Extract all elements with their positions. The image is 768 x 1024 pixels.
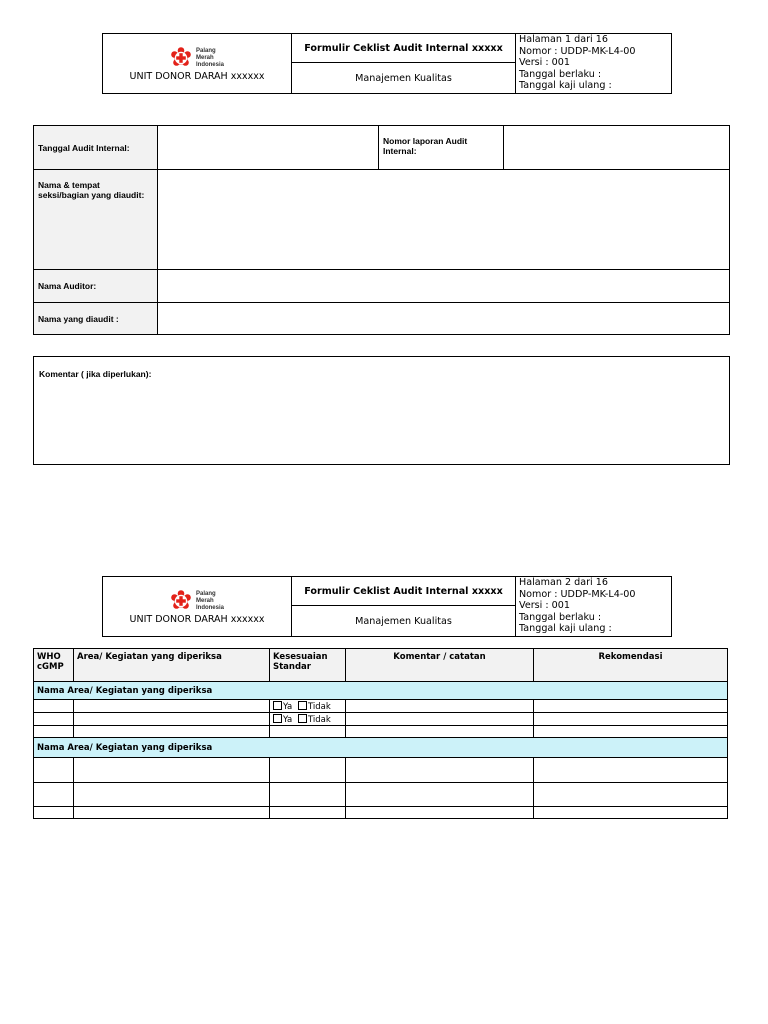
- cell-komentar[interactable]: [346, 726, 534, 738]
- yes-label: Ya: [283, 714, 293, 725]
- no-checkbox[interactable]: [298, 701, 307, 710]
- doc-number: Nomor : UDDP-MK-L4-00: [519, 45, 636, 57]
- audit-info-table: [33, 125, 730, 335]
- cell-komentar[interactable]: [346, 807, 534, 819]
- cell-rekomendasi[interactable]: [534, 783, 728, 807]
- no-label: Tidak: [307, 714, 331, 725]
- col-rekomendasi: Rekomendasi: [534, 649, 728, 682]
- checklist-table: [33, 648, 728, 819]
- org-cell: [103, 577, 292, 637]
- section-label: Nama & tempat seksi/bagian yang diaudit:: [34, 170, 158, 270]
- auditee-label: Nama yang diaudit :: [34, 303, 158, 335]
- document-header-page-1: [102, 33, 672, 94]
- yes-label: Ya: [283, 701, 293, 712]
- doc-number: Nomor : UDDP-MK-L4-00: [519, 588, 636, 600]
- effective-date: Tanggal berlaku :: [519, 611, 602, 623]
- table-row: [34, 807, 728, 819]
- cell-area[interactable]: [74, 713, 270, 726]
- auditor-label: Nama Auditor:: [34, 270, 158, 303]
- cell-who[interactable]: [34, 758, 74, 783]
- cell-kesesuaian[interactable]: [270, 758, 346, 783]
- cell-rekomendasi[interactable]: [534, 700, 728, 713]
- col-komentar: Komentar / catatan: [346, 649, 534, 682]
- cell-who[interactable]: [34, 807, 74, 819]
- cell-who[interactable]: [34, 700, 74, 713]
- auditee-field[interactable]: [158, 303, 730, 335]
- table-row: [34, 726, 728, 738]
- page-number: Halaman 2 dari 16: [519, 577, 608, 588]
- table-row: [34, 783, 728, 807]
- form-title: Formulir Ceklist Audit Internal xxxxx: [292, 34, 516, 63]
- compliance-choice: [270, 700, 346, 713]
- audit-date-field[interactable]: [158, 126, 379, 170]
- document-meta: [516, 34, 672, 94]
- col-kesesuaian: Kesesuaian Standar: [270, 649, 346, 682]
- cell-komentar[interactable]: [346, 758, 534, 783]
- comment-label: Komentar ( jika diperlukan):: [39, 369, 152, 379]
- cell-rekomendasi[interactable]: [534, 726, 728, 738]
- cell-komentar[interactable]: [346, 713, 534, 726]
- no-label: Tidak: [307, 701, 331, 712]
- doc-version: Versi : 001: [519, 57, 570, 69]
- cell-who[interactable]: [34, 726, 74, 738]
- red-cross-icon: [170, 47, 192, 69]
- section-field[interactable]: [158, 170, 730, 270]
- cell-who[interactable]: [34, 713, 74, 726]
- cell-area[interactable]: [74, 807, 270, 819]
- cell-area[interactable]: [74, 783, 270, 807]
- auditor-field[interactable]: [158, 270, 730, 303]
- form-subtitle: Manajemen Kualitas: [292, 63, 516, 94]
- logo-text: Palang Merah Indonesia: [195, 590, 224, 611]
- cell-kesesuaian[interactable]: [270, 807, 346, 819]
- page-number: Halaman 1 dari 16: [519, 34, 608, 45]
- area-label: Nama Area/ Kegiatan yang diperiksa: [34, 738, 728, 758]
- cell-area[interactable]: [74, 726, 270, 738]
- form-subtitle: Manajemen Kualitas: [292, 606, 516, 637]
- cell-komentar[interactable]: [346, 700, 534, 713]
- unit-name: UNIT DONOR DARAH xxxxxx: [129, 71, 265, 82]
- col-area: Area/ Kegiatan yang diperiksa: [74, 649, 270, 682]
- area-row: [34, 738, 728, 758]
- review-date: Tanggal kaji ulang :: [519, 80, 612, 92]
- org-cell: [103, 34, 292, 94]
- report-number-label: Nomor laporan Audit Internal:: [379, 126, 504, 170]
- form-title: Formulir Ceklist Audit Internal xxxxx: [292, 577, 516, 606]
- effective-date: Tanggal berlaku :: [519, 68, 602, 80]
- header-row: [34, 649, 728, 682]
- audit-date-label: Tanggal Audit Internal:: [34, 126, 158, 170]
- cell-area[interactable]: [74, 758, 270, 783]
- report-number-field[interactable]: [504, 126, 730, 170]
- yes-checkbox[interactable]: [273, 714, 282, 723]
- cell-rekomendasi[interactable]: [534, 807, 728, 819]
- doc-version: Versi : 001: [519, 600, 570, 612]
- cell-who[interactable]: [34, 783, 74, 807]
- compliance-choice: [270, 713, 346, 726]
- comment-box[interactable]: [33, 356, 730, 465]
- logo-text: Palang Merah Indonesia: [195, 47, 224, 68]
- cell-komentar[interactable]: [346, 783, 534, 807]
- document-meta: [516, 577, 672, 637]
- unit-name: UNIT DONOR DARAH xxxxxx: [129, 614, 265, 625]
- no-checkbox[interactable]: [298, 714, 307, 723]
- cell-kesesuaian[interactable]: [270, 783, 346, 807]
- cell-kesesuaian[interactable]: [270, 726, 346, 738]
- pmi-logo: [103, 590, 291, 612]
- table-row: [34, 758, 728, 783]
- cell-area[interactable]: [74, 700, 270, 713]
- cell-rekomendasi[interactable]: [534, 758, 728, 783]
- col-who-cgmp: WHO cGMP: [34, 649, 74, 682]
- table-row: [34, 700, 728, 713]
- review-date: Tanggal kaji ulang :: [519, 623, 612, 635]
- red-cross-icon: [170, 590, 192, 612]
- area-label: Nama Area/ Kegiatan yang diperiksa: [34, 682, 728, 700]
- cell-rekomendasi[interactable]: [534, 713, 728, 726]
- table-row: [34, 713, 728, 726]
- yes-checkbox[interactable]: [273, 701, 282, 710]
- pmi-logo: [103, 47, 291, 69]
- area-row: [34, 682, 728, 700]
- document-header-page-2: [102, 576, 672, 637]
